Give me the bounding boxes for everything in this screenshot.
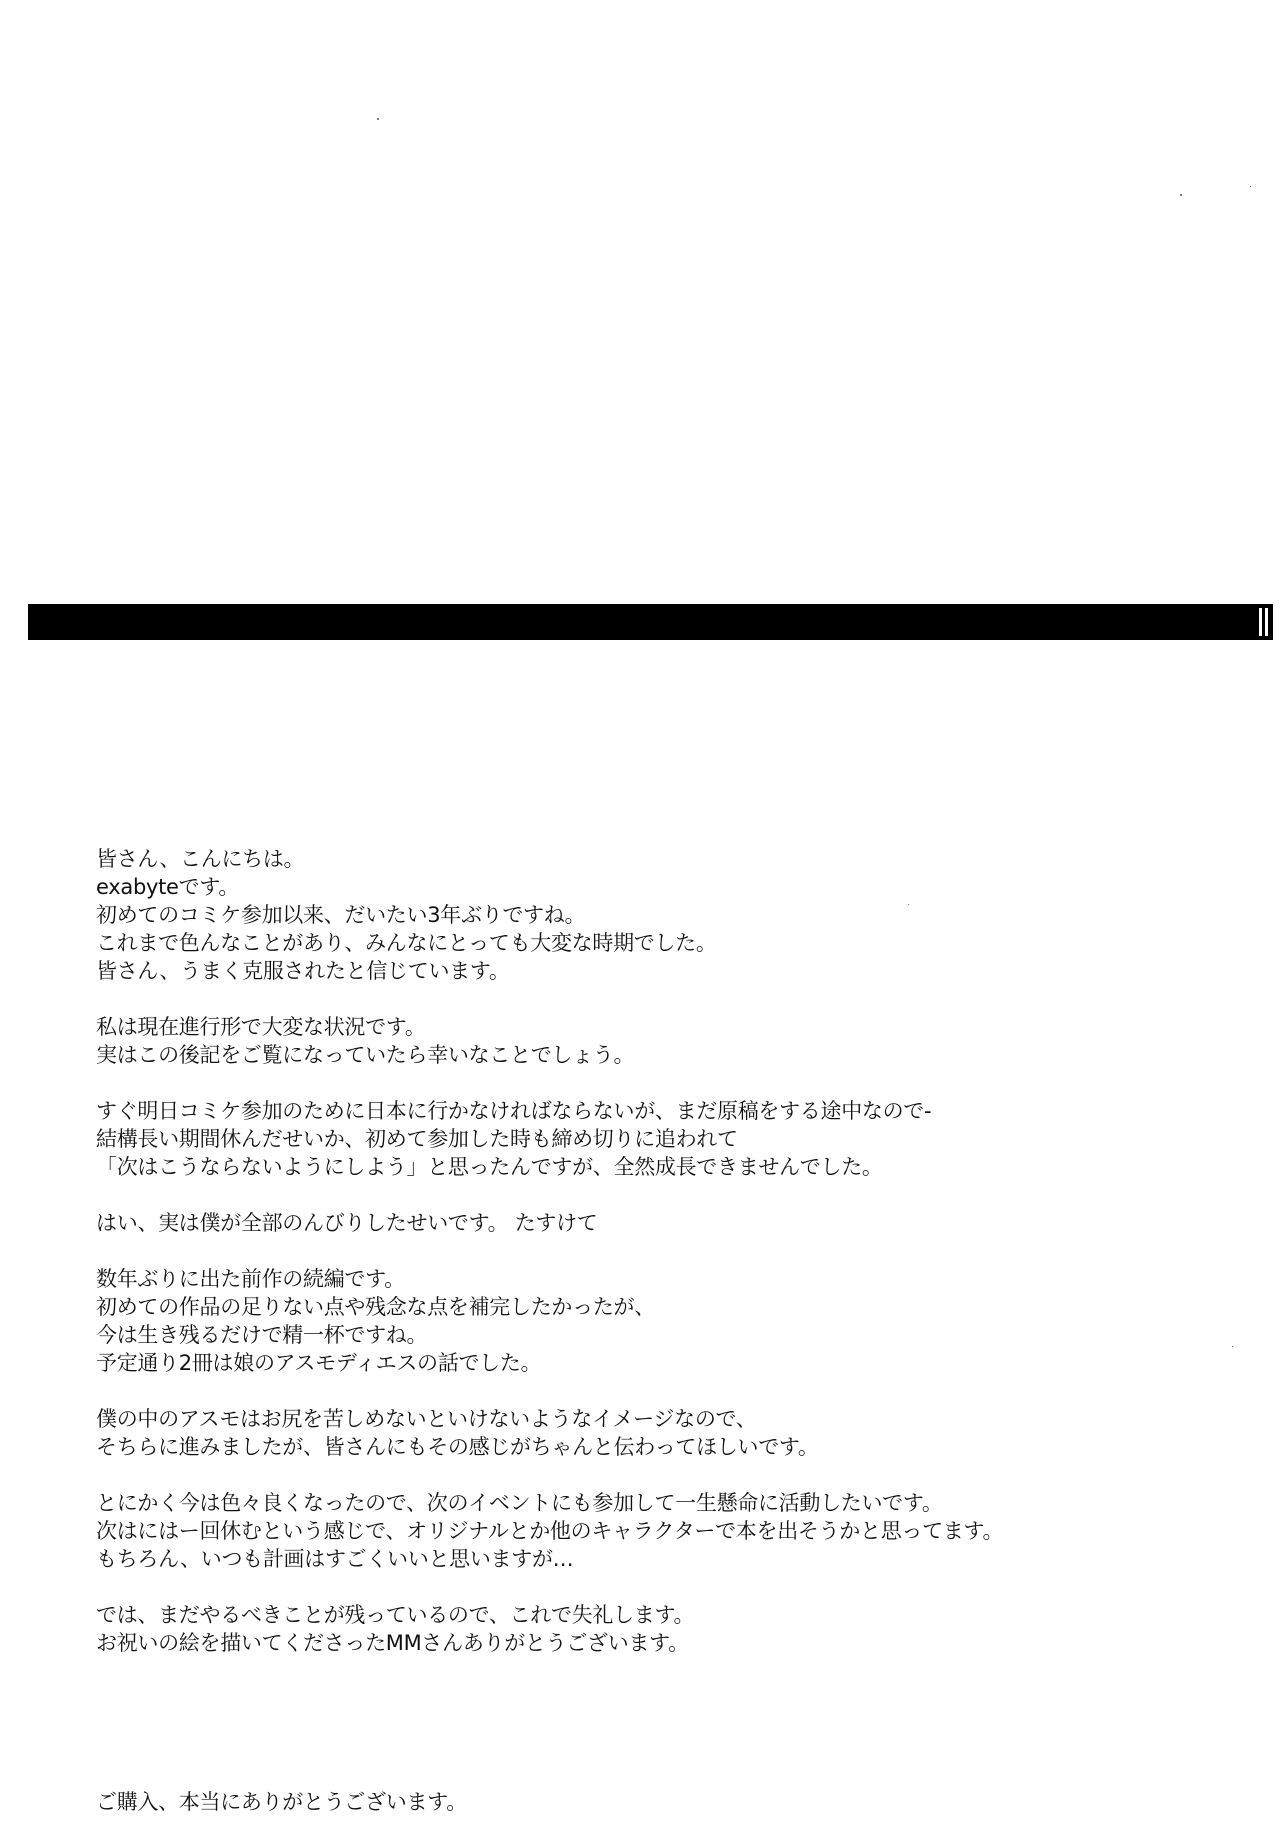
text-line: もちろん、いつも計画はすごくいいと思いますが… <box>96 1547 574 1571</box>
text-line: では、まだやるべきことが残っているので、これで失礼します。 <box>96 1603 695 1627</box>
text-line: すぐ明日コミケ参加のために日本に行かなければならないが、まだ原稿をする途中なので- <box>96 1099 932 1123</box>
afterword-text <box>96 845 1216 1685</box>
bar-notch <box>1265 608 1268 636</box>
afterword-paragraph <box>96 1013 1216 1069</box>
closing-thanks: ご購入、本当にありがとうございます。 <box>96 1790 467 1814</box>
afterword-paragraph <box>96 1097 1216 1181</box>
text-line: 初めての作品の足りない点や残念な点を補完したかったが、 <box>96 1295 655 1319</box>
text-line: 皆さん、こんにちは。 <box>96 847 305 871</box>
text-line: 今は生き残るだけで精一杯ですね。 <box>96 1323 428 1347</box>
text-line: exabyteです。 <box>96 875 240 899</box>
afterword-paragraph <box>96 845 1216 985</box>
text-line: はい、実は僕が全部のんびりしたせいです。 たすけて <box>96 1211 598 1235</box>
text-line: これまで色んなことがあり、みんなにとっても大変な時期でした。 <box>96 931 717 955</box>
text-line: 私は現在進行形で大変な状況です。 <box>96 1015 426 1039</box>
afterword-paragraph <box>96 1489 1216 1573</box>
text-line: お祝いの絵を描いてくださったMMさんありがとうございます。 <box>96 1631 689 1655</box>
afterword-paragraph <box>96 1265 1216 1377</box>
afterword-paragraph <box>96 1405 1216 1461</box>
afterword-paragraph <box>96 1209 1216 1237</box>
afterword-paragraph <box>96 1601 1216 1657</box>
text-line: 結構長い期間休んだせいか、初めて参加した時も締め切りに追われて <box>96 1127 738 1151</box>
text-line: そちらに進みましたが、皆さんにもその感じがちゃんと伝わってほしいです。 <box>96 1435 819 1459</box>
scan-speck <box>1250 186 1251 187</box>
text-line: 初めてのコミケ参加以来、だいたい3年ぶりですね。 <box>96 903 586 927</box>
bar-notch <box>1259 608 1262 636</box>
text-line: 予定通り2冊は娘のアスモディエスの話でした。 <box>96 1351 542 1375</box>
scan-speck <box>1232 1346 1233 1347</box>
header-bar <box>28 604 1273 640</box>
text-line: 次はにはー回休むという感じで、オリジナルとか他のキャラクターで本を出そうかと思ってます。 <box>96 1519 1004 1543</box>
text-line: 「次はこうならないようにしよう」と思ったんですが、全然成長できませんでした。 <box>96 1155 883 1179</box>
scan-speck <box>1180 194 1182 196</box>
text-line: とにかく今は色々良くなったので、次のイベントにも参加して一生懸命に活動したいです。 <box>96 1491 943 1515</box>
text-line: 皆さん、うまく克服されたと信じています。 <box>96 959 510 983</box>
scan-speck <box>377 118 379 120</box>
text-line: 数年ぶりに出た前作の続編です。 <box>96 1267 405 1291</box>
text-line: 実はこの後記をご覧になっていたら幸いなことでしょう。 <box>96 1043 635 1067</box>
text-line: 僕の中のアスモはお尻を苦しめないといけないようなイメージなので、 <box>96 1407 757 1431</box>
